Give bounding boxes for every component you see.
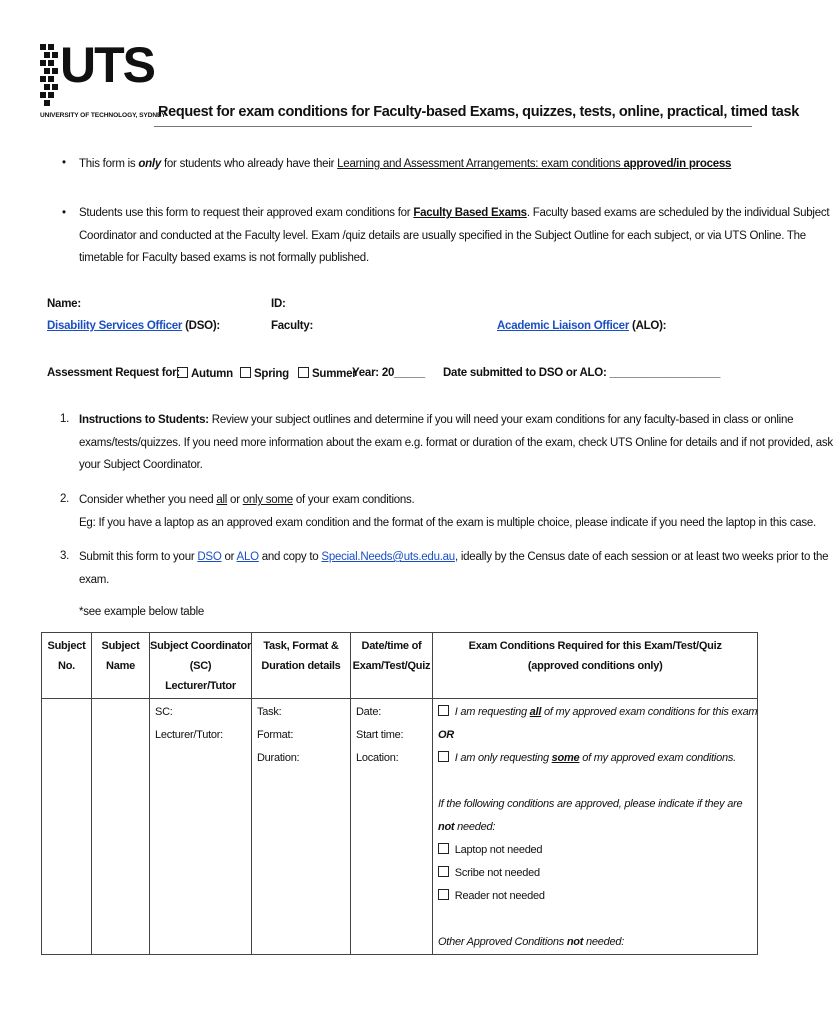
autumn-option[interactable] xyxy=(177,367,233,380)
instruction-2-text-2: of your exam conditions. xyxy=(292,494,415,506)
id-label: ID: xyxy=(271,298,286,310)
laptop-option[interactable] xyxy=(438,839,757,862)
instruction-2-text: Consider whether you need xyxy=(79,494,217,506)
instruction-2 xyxy=(79,489,816,534)
condition-text: I am only requesting xyxy=(451,752,552,764)
bullet2-text-2: . Faculty based exams are scheduled by the individual Subject xyxy=(526,207,830,219)
see-example-note: *see example below table xyxy=(79,606,205,618)
date-label: Date: xyxy=(355,706,382,718)
condition-emphasis: not xyxy=(437,821,455,833)
instruction-2-all: all xyxy=(216,494,228,506)
intro-bullet-2 xyxy=(79,202,829,270)
instruction-2-line-2: Eg: If you have a laptop as an approved exam condition and the format of the exam is multiple choice, please indicate if you need the laptop in this case. xyxy=(79,516,816,529)
uts-logo-text: UTS xyxy=(60,37,154,93)
checkbox-icon[interactable] xyxy=(438,843,449,854)
header-coordinator xyxy=(150,633,252,699)
header-subject-name xyxy=(92,633,150,699)
special-needs-email-link[interactable]: Special.Needs@uts.edu.au xyxy=(321,551,455,563)
spring-label: Spring xyxy=(254,368,289,380)
condition-if-text-2 xyxy=(438,816,757,839)
condition-or: OR xyxy=(437,729,454,741)
instruction-2-number: 2. xyxy=(60,493,70,505)
header-text: No. xyxy=(58,660,75,672)
bullet2-text: Students use this form to request their approved exam conditions for xyxy=(79,207,414,219)
bullet2-line-2: Coordinator and conducted at the Faculty level. Exam /quiz details are usually specified in the Subject Outline for each subject, or via UTS Online. The xyxy=(79,229,806,242)
cell-task[interactable] xyxy=(251,699,350,955)
condition-text: needed: xyxy=(583,936,625,948)
year-field[interactable]: Year: 20_____ xyxy=(352,367,425,379)
instruction-1 xyxy=(79,409,833,477)
bullet1-status: approved/in process xyxy=(623,158,732,170)
condition-emphasis: some xyxy=(551,752,580,764)
alo-suffix: (ALO): xyxy=(629,320,667,332)
instruction-1-line-2: exams/tests/quizzes. If you need more information about the exam e.g. format or duration of the exam, check UTS Online for details and if not provided, ask xyxy=(79,436,833,449)
condition-emphasis: not xyxy=(566,936,584,948)
instruction-1-line-3: your Subject Coordinator. xyxy=(79,459,203,471)
format-label: Format: xyxy=(256,729,294,741)
dso-link[interactable]: Disability Services Officer xyxy=(47,320,183,332)
checkbox-icon[interactable] xyxy=(438,866,449,877)
header-text: (approved conditions only) xyxy=(527,660,663,672)
condition-text: Other Approved Conditions xyxy=(437,936,567,948)
uts-logo-mark-icon xyxy=(40,44,60,108)
condition-text: of my approved exam conditions for this exam xyxy=(541,706,758,718)
instruction-3-text: Submit this form to your xyxy=(79,551,198,563)
exam-conditions-table xyxy=(41,632,758,955)
bullet1-underlined: Learning and Assessment Arrangements: exam conditions xyxy=(337,158,624,170)
header-text: Exam Conditions Required for this Exam/Test/Quiz xyxy=(468,640,722,652)
date-submitted-field[interactable]: Date submitted to DSO or ALO: __________________ xyxy=(443,367,721,379)
condition-all-option[interactable] xyxy=(438,701,757,724)
header-text: Subject xyxy=(47,640,86,652)
spacer xyxy=(438,770,757,793)
summer-checkbox-icon[interactable] xyxy=(298,367,309,378)
cell-coordinator[interactable] xyxy=(150,699,252,955)
header-text: Subject Coordinator xyxy=(150,640,251,652)
alo-field xyxy=(497,320,666,332)
cell-subject-name[interactable] xyxy=(92,699,150,955)
checkbox-icon[interactable] xyxy=(438,751,449,762)
other-conditions-label xyxy=(438,931,757,954)
instruction-3 xyxy=(79,546,828,591)
lecturer-label: Lecturer/Tutor: xyxy=(155,729,223,741)
title-divider xyxy=(154,126,752,127)
bullet-dot: • xyxy=(62,157,67,169)
cell-conditions xyxy=(432,699,757,955)
location-label: Location: xyxy=(355,752,399,764)
header-text: Name xyxy=(106,660,135,672)
header-subject-no xyxy=(42,633,92,699)
instruction-3-line-2: exam. xyxy=(79,573,110,586)
sc-label: SC: xyxy=(155,706,173,718)
instruction-1-text: Review your subject outlines and determine if you will need your exam conditions for any faculty-based in class or online xyxy=(208,414,794,426)
checkbox-icon[interactable] xyxy=(438,889,449,900)
instruction-2-only-some: only some xyxy=(242,494,293,506)
instruction-1-heading: Instructions to Students: xyxy=(79,414,209,426)
instruction-1-number: 1. xyxy=(60,413,70,425)
summer-option[interactable] xyxy=(298,367,357,380)
option-label: Reader not needed xyxy=(451,890,545,902)
condition-emphasis: all xyxy=(529,706,542,718)
header-text: Lecturer/Tutor xyxy=(165,680,236,692)
bullet1-text-2: for students who already have their xyxy=(161,158,338,170)
instruction-3-alo-link[interactable]: ALO xyxy=(236,551,259,563)
summer-label: Summer xyxy=(312,368,357,380)
condition-text: I am requesting xyxy=(451,706,530,718)
header-text: Duration details xyxy=(261,660,341,672)
cell-subject-no[interactable] xyxy=(42,699,92,955)
form-title: Request for exam conditions for Faculty-based Exams, quizzes, tests, online, practical, timed task xyxy=(158,104,799,120)
start-time-label: Start time: xyxy=(355,729,404,741)
task-label: Task: xyxy=(256,706,282,718)
autumn-label: Autumn xyxy=(191,368,233,380)
assessment-request-label: Assessment Request for: xyxy=(47,367,180,379)
condition-text: needed: xyxy=(454,821,496,833)
bullet1-emphasis: only xyxy=(138,158,162,170)
reader-option[interactable] xyxy=(438,885,757,908)
instruction-3-or: or xyxy=(221,551,237,563)
condition-text: of my approved exam conditions. xyxy=(579,752,736,764)
condition-some-option[interactable] xyxy=(438,747,757,770)
faculty-label: Faculty: xyxy=(271,320,314,332)
option-label: Scribe not needed xyxy=(451,867,540,879)
header-text: Task, Format & xyxy=(263,640,339,652)
header-text: Exam/Test/Quiz xyxy=(352,660,431,672)
header-text: Subject xyxy=(101,640,140,652)
instruction-2-or: or xyxy=(227,494,243,506)
spring-option[interactable] xyxy=(240,367,289,380)
header-task xyxy=(251,633,350,699)
checkbox-icon[interactable] xyxy=(438,705,449,716)
spring-checkbox-icon[interactable] xyxy=(240,367,251,378)
name-label: Name: xyxy=(47,298,81,310)
alo-link[interactable]: Academic Liaison Officer xyxy=(497,320,630,332)
instruction-3-text-3: , ideally by the Census date of each session or at least two weeks prior to the xyxy=(454,551,829,563)
uts-logo-subtitle: UNIVERSITY OF TECHNOLOGY, SYDNEY xyxy=(40,112,166,119)
cell-datetime[interactable] xyxy=(350,699,432,955)
header-datetime xyxy=(350,633,432,699)
table-header-row xyxy=(42,633,758,699)
bullet2-emphasis: Faculty Based Exams xyxy=(413,207,527,219)
duration-label: Duration: xyxy=(256,752,300,764)
header-text: Date/time of xyxy=(361,640,422,652)
dso-field xyxy=(47,320,220,332)
scribe-option[interactable] xyxy=(438,862,757,885)
header-conditions xyxy=(432,633,757,699)
bullet1-text: This form is xyxy=(79,158,139,170)
header-text: (SC) xyxy=(189,660,212,672)
table-row xyxy=(42,699,758,955)
option-label: Laptop not needed xyxy=(451,844,543,856)
bullet2-line-3: timetable for Faculty based exams is not formally published. xyxy=(79,252,369,264)
instruction-3-number: 3. xyxy=(60,550,70,562)
instruction-3-dso-link[interactable]: DSO xyxy=(197,551,222,563)
instruction-3-text-2: and copy to xyxy=(258,551,322,563)
spacer xyxy=(438,908,757,931)
intro-bullet-1 xyxy=(79,153,731,176)
condition-if-text: If the following conditions are approved, please indicate if they are xyxy=(437,798,743,810)
dso-suffix: (DSO): xyxy=(182,320,221,332)
bullet-dot: • xyxy=(62,207,67,219)
autumn-checkbox-icon[interactable] xyxy=(177,367,188,378)
